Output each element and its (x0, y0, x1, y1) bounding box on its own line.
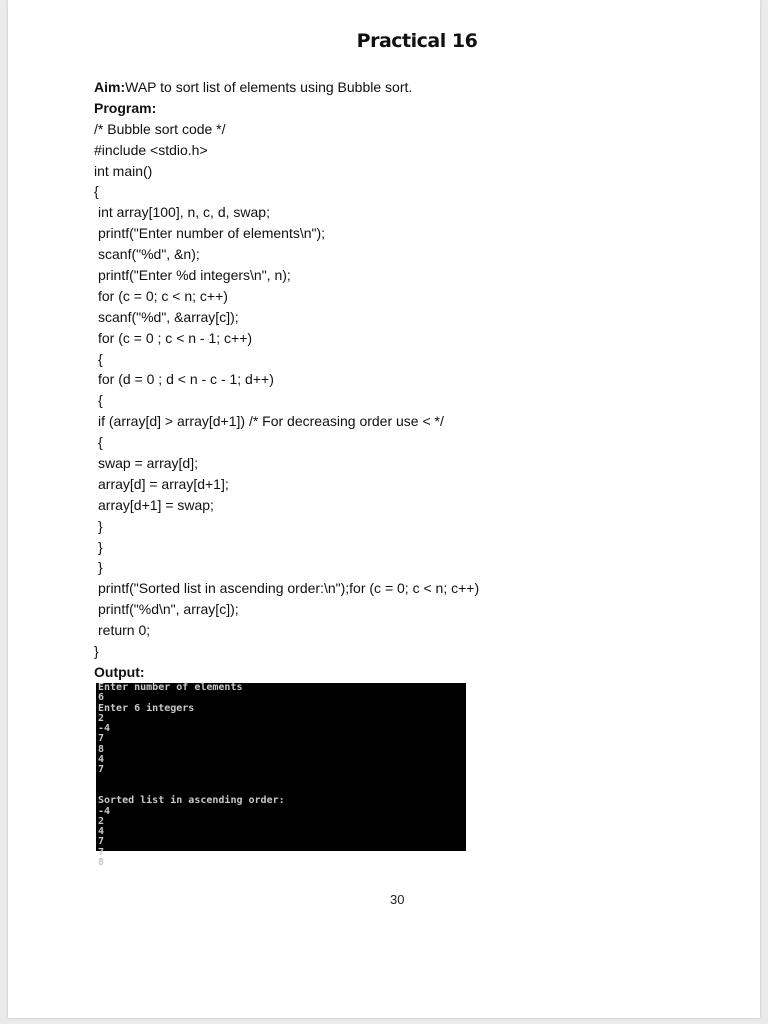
console-line: 4 (98, 826, 105, 838)
aim-label: Aim: (94, 79, 126, 95)
page-number: 30 (390, 892, 405, 907)
code-line: } (94, 643, 99, 660)
code-line: if (array[d] > array[d+1]) /* For decreasing order use < */ (98, 413, 444, 430)
code-line: printf("Sorted list in ascending order:\n");for (c = 0; c < n; c++) (98, 580, 480, 597)
code-line: printf("Enter %d integers\n", n); (98, 267, 291, 284)
code-line: swap = array[d]; (98, 455, 198, 472)
console-line: 2 (98, 815, 105, 827)
code-line: { (98, 392, 103, 409)
code-line: return 0; (98, 622, 151, 639)
console-line: 8 (98, 857, 105, 869)
console-line: 2 (98, 712, 105, 724)
program-code (94, 119, 734, 662)
code-line: scanf("%d", &array[c]); (98, 308, 239, 325)
page-title: Practical 16 (356, 30, 478, 52)
console-line: Enter 6 integers (98, 702, 195, 714)
code-line: int main() (94, 162, 153, 179)
code-line: array[d] = array[d+1]; (98, 475, 229, 492)
code-line: } (98, 517, 103, 534)
console-output (96, 682, 466, 869)
code-line: array[d+1] = swap; (98, 496, 214, 513)
output-heading: Output: (94, 663, 145, 680)
code-line: /* Bubble sort code */ (94, 120, 226, 137)
console-line: 4 (98, 754, 105, 766)
console-line: -4 (98, 805, 111, 817)
program-heading: Program: (94, 99, 157, 116)
code-line: printf("Enter number of elements\n"); (98, 225, 326, 242)
aim-line (94, 77, 734, 98)
code-line: { (98, 350, 103, 367)
console-line: 7 (98, 846, 105, 858)
console-line: 7 (98, 764, 105, 776)
aim-text: WAP to sort list of elements using Bubble sort. (125, 79, 413, 95)
console-line: -4 (98, 723, 111, 735)
console-line: 7 (98, 733, 105, 745)
console-line (98, 776, 466, 786)
code-line: for (c = 0; c < n; c++) (98, 287, 228, 304)
document-page (8, 0, 760, 1018)
console-line: 7 (98, 836, 105, 848)
console-line: 6 (98, 692, 105, 704)
console-line: Sorted list in ascending order: (98, 795, 285, 807)
console-line: Enter number of elements (98, 682, 243, 693)
code-line: #include <stdio.h> (94, 141, 208, 158)
code-line: } (98, 559, 103, 576)
console-line: 8 (98, 743, 105, 755)
code-line: for (c = 0 ; c < n - 1; c++) (98, 329, 253, 346)
code-line: { (98, 434, 103, 451)
code-line: scanf("%d", &n); (98, 246, 200, 263)
code-line: int array[100], n, c, d, swap; (98, 204, 270, 221)
code-line: printf("%d\n", array[c]); (98, 601, 239, 618)
code-line: { (94, 183, 99, 200)
document-body (94, 77, 734, 683)
code-line: for (d = 0 ; d < n - c - 1; d++) (98, 371, 274, 388)
code-line: } (98, 538, 103, 555)
